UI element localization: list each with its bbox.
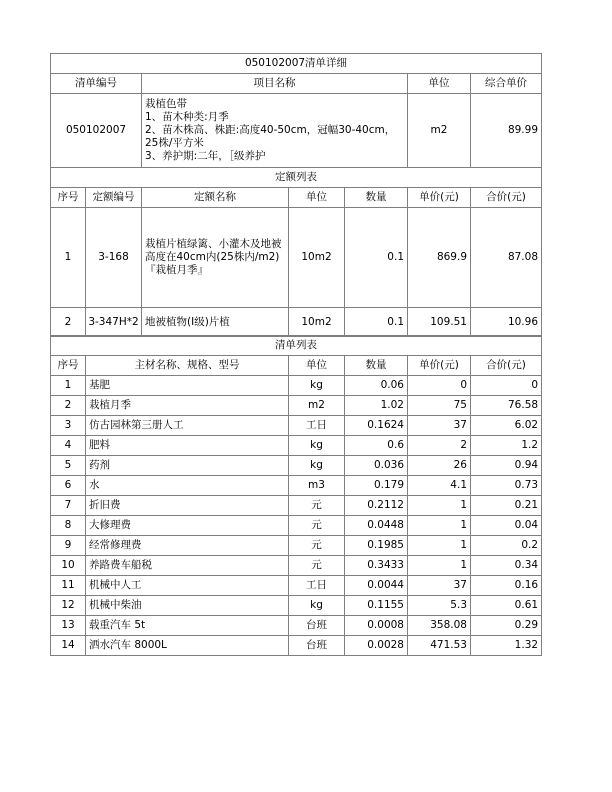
quota-qty: 0.1: [345, 308, 408, 337]
mat-price: 1: [408, 556, 471, 576]
table-row: [51, 436, 542, 456]
quota-col-name: 定额名称: [142, 188, 289, 208]
mat-col-no: 序号: [51, 356, 86, 376]
mat-price: 1: [408, 496, 471, 516]
mat-no: 13: [51, 616, 86, 636]
mat-unit: kg: [289, 436, 345, 456]
mat-col-qty: 数量: [345, 356, 408, 376]
item-price: 89.99: [471, 94, 542, 168]
materials-table: [50, 335, 542, 656]
mat-total: 1.2: [471, 436, 542, 456]
mat-qty: 0.6: [345, 436, 408, 456]
table-row: [51, 308, 542, 337]
table-row: [51, 636, 542, 656]
mat-total: 0.2: [471, 536, 542, 556]
mat-name: 机械中柴油: [86, 596, 289, 616]
quota-col-qty: 数量: [345, 188, 408, 208]
mat-no: 12: [51, 596, 86, 616]
quota-price: 869.9: [408, 208, 471, 308]
item-unit: m2: [408, 94, 471, 168]
mat-unit: kg: [289, 456, 345, 476]
quota-col-unit: 单位: [289, 188, 345, 208]
mat-no: 14: [51, 636, 86, 656]
mat-no: 11: [51, 576, 86, 596]
mat-total: 0.61: [471, 596, 542, 616]
quota-name: 地被植物(I级)片植: [142, 308, 289, 337]
mat-no: 6: [51, 476, 86, 496]
quota-qty: 0.1: [345, 208, 408, 308]
quota-code: 3-347H*2: [86, 308, 142, 337]
mat-price: 5.3: [408, 596, 471, 616]
mat-qty: 0.2112: [345, 496, 408, 516]
mat-name: 经常修理费: [86, 536, 289, 556]
mat-qty: 0.1985: [345, 536, 408, 556]
table-row: [51, 616, 542, 636]
mat-total: 0.04: [471, 516, 542, 536]
mat-price: 75: [408, 396, 471, 416]
materials-section-title: 清单列表: [51, 336, 542, 356]
mat-unit: 台班: [289, 616, 345, 636]
mat-no: 9: [51, 536, 86, 556]
mat-total: 1.32: [471, 636, 542, 656]
mat-no: 3: [51, 416, 86, 436]
mat-price: 1: [408, 516, 471, 536]
table-row: [51, 396, 542, 416]
mat-col-total: 合价(元): [471, 356, 542, 376]
mat-price: 37: [408, 576, 471, 596]
mat-name: 载重汽车 5t: [86, 616, 289, 636]
mat-unit: 元: [289, 556, 345, 576]
item-desc-line: 栽植色带: [145, 98, 187, 110]
table-row: [51, 556, 542, 576]
quota-col-no: 序号: [51, 188, 86, 208]
mat-unit: kg: [289, 596, 345, 616]
mat-price: 26: [408, 456, 471, 476]
mat-no: 4: [51, 436, 86, 456]
quota-unit: 10m2: [289, 308, 345, 337]
item-desc-line: 1、苗木种类:月季: [145, 111, 229, 123]
mat-total: 0.94: [471, 456, 542, 476]
mat-col-unit: 单位: [289, 356, 345, 376]
bill-item-table: [50, 53, 542, 168]
mat-name: 栽植月季: [86, 396, 289, 416]
mat-unit: 元: [289, 496, 345, 516]
mat-qty: 0.0008: [345, 616, 408, 636]
table-row: [51, 496, 542, 516]
mat-price: 37: [408, 416, 471, 436]
mat-no: 5: [51, 456, 86, 476]
table-row: [51, 596, 542, 616]
quota-col-price: 单价(元): [408, 188, 471, 208]
mat-total: 0.29: [471, 616, 542, 636]
mat-unit: kg: [289, 376, 345, 396]
mat-name: 洒水汽车 8000L: [86, 636, 289, 656]
table-row: [51, 476, 542, 496]
mat-name: 折旧费: [86, 496, 289, 516]
item-desc-line: 2、苗木株高、株距:高度40-50cm，冠幅30-40cm，25株/平方米: [145, 124, 396, 149]
mat-col-name: 主材名称、规格、型号: [86, 356, 289, 376]
mat-total: 0.34: [471, 556, 542, 576]
quota-total: 10.96: [471, 308, 542, 337]
quota-col-total: 合价(元): [471, 188, 542, 208]
mat-price: 4.1: [408, 476, 471, 496]
mat-unit: 工日: [289, 416, 345, 436]
mat-qty: 0.3433: [345, 556, 408, 576]
item-code: 050102007: [51, 94, 142, 168]
mat-name: 基肥: [86, 376, 289, 396]
mat-qty: 0.1624: [345, 416, 408, 436]
mat-total: 0.21: [471, 496, 542, 516]
mat-col-price: 单价(元): [408, 356, 471, 376]
mat-no: 10: [51, 556, 86, 576]
mat-qty: 0.0448: [345, 516, 408, 536]
mat-price: 0: [408, 376, 471, 396]
mat-name: 水: [86, 476, 289, 496]
quota-code: 3-168: [86, 208, 142, 308]
mat-unit: m2: [289, 396, 345, 416]
table-row: [51, 376, 542, 396]
mat-total: 6.02: [471, 416, 542, 436]
mat-price: 2: [408, 436, 471, 456]
item-desc-line: 3、养护期:二年，［级养护: [145, 150, 266, 162]
mat-name: 大修理费: [86, 516, 289, 536]
mat-price: 358.08: [408, 616, 471, 636]
quota-name: 栽植片植绿篱、小灌木及地被高度在40cm内(25株内/m2)『栽植月季』: [142, 208, 289, 308]
mat-unit: 元: [289, 516, 345, 536]
table-row: [51, 576, 542, 596]
mat-no: 8: [51, 516, 86, 536]
quota-total: 87.08: [471, 208, 542, 308]
mat-price: 471.53: [408, 636, 471, 656]
quota-no: 1: [51, 208, 86, 308]
col-header-price: 综合单价: [471, 74, 542, 94]
mat-total: 0.73: [471, 476, 542, 496]
quota-table: [50, 167, 542, 337]
item-description: [142, 94, 408, 168]
mat-qty: 0.06: [345, 376, 408, 396]
table-row: [51, 456, 542, 476]
mat-name: 养路费车船税: [86, 556, 289, 576]
col-header-unit: 单位: [408, 74, 471, 94]
col-header-code: 清单编号: [51, 74, 142, 94]
mat-qty: 1.02: [345, 396, 408, 416]
quota-section-title: 定额列表: [51, 168, 542, 188]
table-row: [51, 516, 542, 536]
bill-title: 050102007清单详细: [51, 54, 542, 74]
mat-name: 肥料: [86, 436, 289, 456]
mat-no: 1: [51, 376, 86, 396]
table-row: [51, 416, 542, 436]
mat-name: 机械中人工: [86, 576, 289, 596]
mat-no: 2: [51, 396, 86, 416]
mat-unit: 工日: [289, 576, 345, 596]
mat-unit: 台班: [289, 636, 345, 656]
table-row: [51, 208, 542, 308]
mat-name: 药剂: [86, 456, 289, 476]
quota-no: 2: [51, 308, 86, 337]
mat-total: 0: [471, 376, 542, 396]
mat-total: 76.58: [471, 396, 542, 416]
mat-name: 仿古园林第三册人工: [86, 416, 289, 436]
table-row: [51, 536, 542, 556]
mat-qty: 0.036: [345, 456, 408, 476]
quota-col-code: 定额编号: [86, 188, 142, 208]
mat-unit: 元: [289, 536, 345, 556]
mat-qty: 0.0028: [345, 636, 408, 656]
quota-unit: 10m2: [289, 208, 345, 308]
mat-unit: m3: [289, 476, 345, 496]
mat-total: 0.16: [471, 576, 542, 596]
quota-price: 109.51: [408, 308, 471, 337]
col-header-name: 项目名称: [142, 74, 408, 94]
mat-qty: 0.1155: [345, 596, 408, 616]
mat-price: 1: [408, 536, 471, 556]
mat-qty: 0.0044: [345, 576, 408, 596]
mat-no: 7: [51, 496, 86, 516]
mat-qty: 0.179: [345, 476, 408, 496]
